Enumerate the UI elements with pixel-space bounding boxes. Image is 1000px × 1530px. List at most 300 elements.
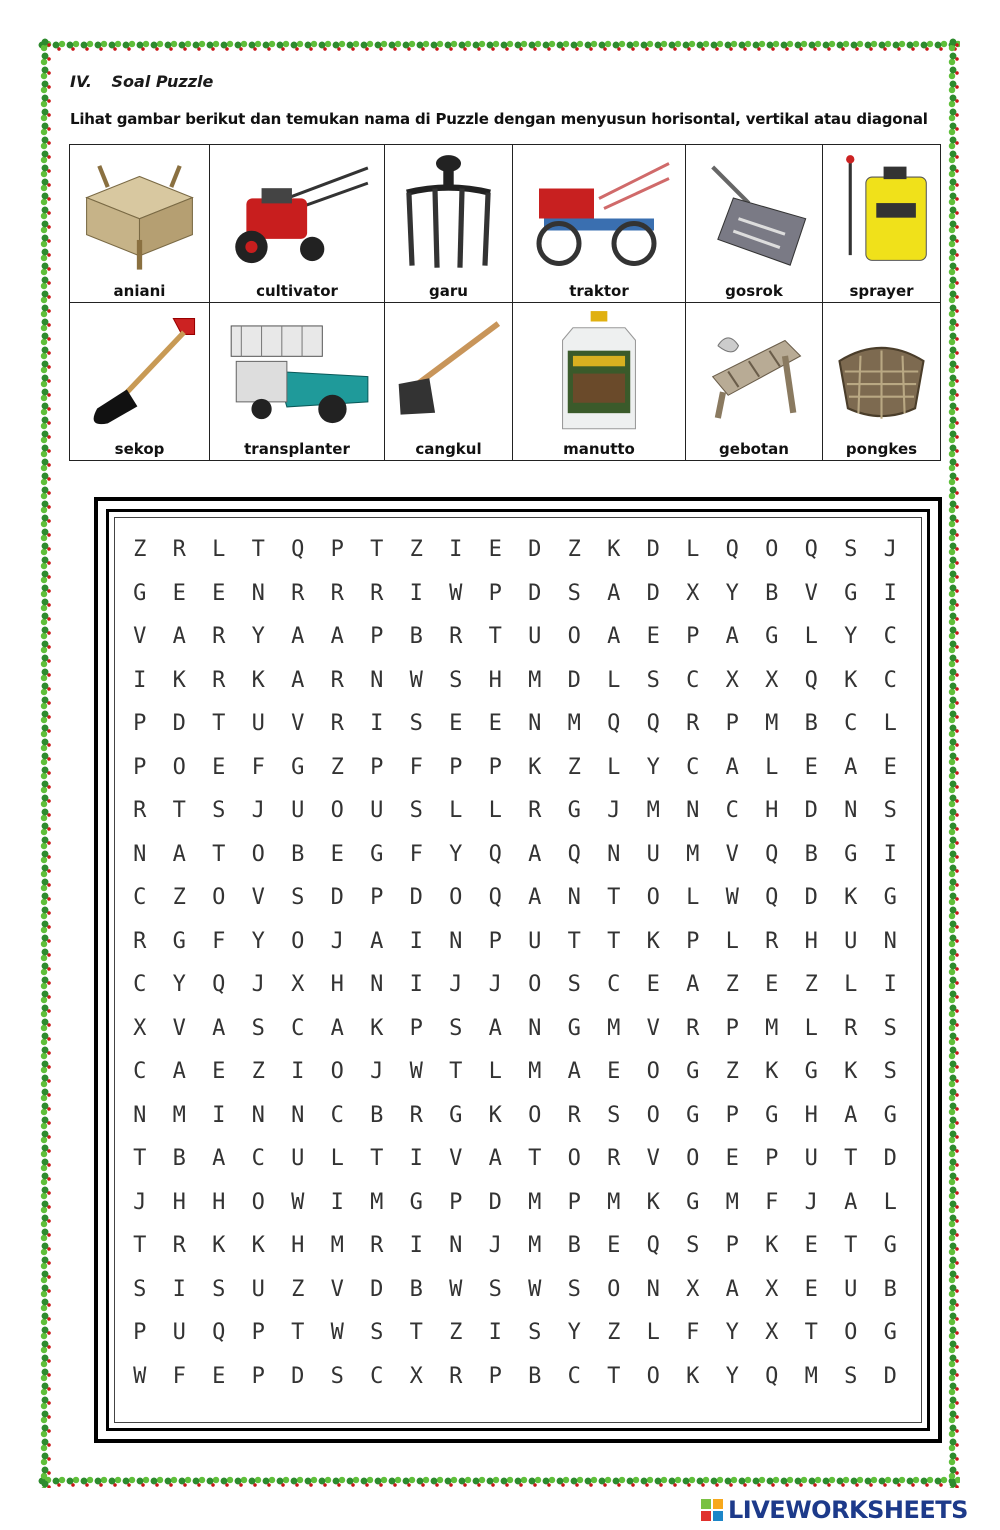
- puzzle-letter[interactable]: S: [212, 1276, 226, 1302]
- puzzle-letter[interactable]: D: [528, 537, 542, 562]
- puzzle-letter[interactable]: K: [844, 885, 858, 910]
- puzzle-letter[interactable]: R: [528, 798, 542, 823]
- puzzle-letter[interactable]: T: [449, 1059, 463, 1084]
- puzzle-letter[interactable]: D: [370, 1276, 384, 1302]
- puzzle-letter[interactable]: R: [409, 1102, 423, 1128]
- puzzle-letter[interactable]: Q: [765, 841, 779, 867]
- puzzle-letter[interactable]: C: [686, 667, 700, 693]
- puzzle-letter[interactable]: Y: [251, 928, 265, 954]
- puzzle-letter[interactable]: T: [844, 1146, 858, 1171]
- puzzle-letter[interactable]: P: [567, 1189, 581, 1215]
- puzzle-letter[interactable]: L: [883, 711, 897, 736]
- puzzle-letter[interactable]: B: [765, 580, 779, 606]
- puzzle-letter[interactable]: B: [804, 711, 818, 736]
- puzzle-letter[interactable]: B: [883, 1276, 897, 1302]
- puzzle-letter[interactable]: A: [212, 1146, 226, 1171]
- puzzle-letter[interactable]: Y: [725, 1363, 739, 1389]
- puzzle-letter[interactable]: E: [883, 754, 897, 780]
- puzzle-letter[interactable]: S: [291, 885, 305, 910]
- puzzle-letter[interactable]: A: [330, 1015, 344, 1041]
- puzzle-letter[interactable]: U: [251, 711, 265, 736]
- puzzle-letter[interactable]: Y: [251, 624, 265, 649]
- puzzle-letter[interactable]: T: [607, 1363, 621, 1389]
- puzzle-letter[interactable]: G: [409, 1189, 423, 1215]
- puzzle-letter[interactable]: O: [528, 972, 542, 997]
- puzzle-letter[interactable]: R: [567, 1102, 581, 1128]
- puzzle-letter[interactable]: I: [370, 711, 384, 736]
- puzzle-letter[interactable]: Z: [330, 754, 344, 780]
- puzzle-letter[interactable]: M: [765, 1015, 779, 1041]
- puzzle-letter[interactable]: J: [804, 1189, 818, 1215]
- puzzle-letter[interactable]: R: [449, 624, 463, 649]
- puzzle-letter[interactable]: V: [646, 1015, 660, 1041]
- puzzle-letter[interactable]: K: [607, 537, 621, 562]
- puzzle-letter[interactable]: M: [528, 1189, 542, 1215]
- puzzle-letter[interactable]: R: [330, 580, 344, 606]
- puzzle-letter[interactable]: N: [528, 1015, 542, 1041]
- puzzle-letter[interactable]: O: [607, 1276, 621, 1302]
- puzzle-letter[interactable]: E: [212, 1059, 226, 1084]
- puzzle-letter[interactable]: C: [251, 1146, 265, 1171]
- puzzle-letter[interactable]: P: [370, 754, 384, 780]
- puzzle-letter[interactable]: C: [883, 667, 897, 693]
- puzzle-letter[interactable]: A: [528, 885, 542, 910]
- puzzle-letter[interactable]: E: [212, 754, 226, 780]
- puzzle-letter[interactable]: G: [883, 1233, 897, 1258]
- puzzle-letter[interactable]: W: [291, 1189, 305, 1215]
- puzzle-letter[interactable]: A: [844, 1189, 858, 1215]
- puzzle-letter[interactable]: Y: [725, 580, 739, 606]
- puzzle-letter[interactable]: S: [567, 580, 581, 606]
- puzzle-letter[interactable]: L: [646, 1320, 660, 1345]
- puzzle-letter[interactable]: O: [291, 928, 305, 954]
- puzzle-letter[interactable]: O: [251, 841, 265, 867]
- puzzle-letter[interactable]: T: [409, 1320, 423, 1345]
- puzzle-letter[interactable]: F: [409, 754, 423, 780]
- puzzle-letter[interactable]: F: [172, 1363, 186, 1389]
- puzzle-letter[interactable]: Z: [567, 754, 581, 780]
- puzzle-letter[interactable]: P: [251, 1363, 265, 1389]
- puzzle-letter[interactable]: V: [725, 841, 739, 867]
- puzzle-letter[interactable]: Z: [172, 885, 186, 910]
- puzzle-letter[interactable]: W: [133, 1363, 147, 1389]
- puzzle-letter[interactable]: Z: [291, 1276, 305, 1302]
- puzzle-letter[interactable]: S: [212, 798, 226, 823]
- puzzle-letter[interactable]: S: [844, 537, 858, 562]
- puzzle-letter[interactable]: W: [409, 667, 423, 693]
- puzzle-letter[interactable]: R: [686, 1015, 700, 1041]
- puzzle-letter[interactable]: V: [251, 885, 265, 910]
- puzzle-letter[interactable]: P: [488, 754, 502, 780]
- puzzle-letter[interactable]: X: [686, 580, 700, 606]
- puzzle-letter[interactable]: G: [291, 754, 305, 780]
- puzzle-letter[interactable]: I: [330, 1189, 344, 1215]
- puzzle-letter[interactable]: T: [567, 928, 581, 954]
- puzzle-letter[interactable]: Z: [607, 1320, 621, 1345]
- puzzle-letter[interactable]: D: [488, 1189, 502, 1215]
- puzzle-letter[interactable]: M: [804, 1363, 818, 1389]
- puzzle-letter[interactable]: O: [330, 1059, 344, 1084]
- puzzle-letter[interactable]: O: [646, 1363, 660, 1389]
- puzzle-letter[interactable]: W: [449, 580, 463, 606]
- puzzle-letter[interactable]: C: [725, 798, 739, 823]
- puzzle-letter[interactable]: S: [883, 1059, 897, 1084]
- puzzle-letter[interactable]: G: [686, 1102, 700, 1128]
- puzzle-letter[interactable]: V: [172, 1015, 186, 1041]
- puzzle-letter[interactable]: E: [607, 1059, 621, 1084]
- puzzle-letter[interactable]: F: [686, 1320, 700, 1345]
- puzzle-letter[interactable]: T: [804, 1320, 818, 1345]
- puzzle-letter[interactable]: Z: [449, 1320, 463, 1345]
- puzzle-letter[interactable]: K: [765, 1233, 779, 1258]
- puzzle-letter[interactable]: O: [646, 885, 660, 910]
- puzzle-letter[interactable]: G: [449, 1102, 463, 1128]
- puzzle-letter[interactable]: O: [844, 1320, 858, 1345]
- puzzle-letter[interactable]: K: [686, 1363, 700, 1389]
- puzzle-letter[interactable]: H: [291, 1233, 305, 1258]
- puzzle-letter[interactable]: O: [172, 754, 186, 780]
- puzzle-letter[interactable]: A: [567, 1059, 581, 1084]
- puzzle-letter[interactable]: S: [567, 972, 581, 997]
- puzzle-letter[interactable]: T: [133, 1233, 147, 1258]
- puzzle-letter[interactable]: Q: [804, 667, 818, 693]
- puzzle-letter[interactable]: T: [251, 537, 265, 562]
- puzzle-letter[interactable]: P: [488, 928, 502, 954]
- puzzle-letter[interactable]: B: [370, 1102, 384, 1128]
- puzzle-letter[interactable]: K: [844, 1059, 858, 1084]
- puzzle-letter[interactable]: S: [883, 1015, 897, 1041]
- puzzle-letter[interactable]: Z: [409, 537, 423, 562]
- puzzle-letter[interactable]: E: [212, 1363, 226, 1389]
- puzzle-letter[interactable]: U: [844, 1276, 858, 1302]
- puzzle-letter[interactable]: O: [528, 1102, 542, 1128]
- puzzle-letter[interactable]: P: [765, 1146, 779, 1171]
- puzzle-letter[interactable]: A: [844, 754, 858, 780]
- puzzle-letter[interactable]: U: [370, 798, 384, 823]
- puzzle-letter[interactable]: D: [409, 885, 423, 910]
- puzzle-letter[interactable]: N: [646, 1276, 660, 1302]
- puzzle-letter[interactable]: C: [844, 711, 858, 736]
- puzzle-letter[interactable]: V: [804, 580, 818, 606]
- puzzle-letter[interactable]: X: [291, 972, 305, 997]
- puzzle-letter[interactable]: M: [528, 1233, 542, 1258]
- puzzle-letter[interactable]: W: [330, 1320, 344, 1345]
- puzzle-letter[interactable]: Y: [449, 841, 463, 867]
- puzzle-letter[interactable]: P: [370, 885, 384, 910]
- puzzle-letter[interactable]: R: [212, 667, 226, 693]
- puzzle-letter[interactable]: K: [844, 667, 858, 693]
- puzzle-letter[interactable]: G: [883, 1102, 897, 1128]
- puzzle-letter[interactable]: K: [646, 1189, 660, 1215]
- puzzle-letter[interactable]: S: [251, 1015, 265, 1041]
- puzzle-letter[interactable]: E: [607, 1233, 621, 1258]
- puzzle-letter[interactable]: T: [607, 928, 621, 954]
- puzzle-letter[interactable]: S: [449, 1015, 463, 1041]
- puzzle-letter[interactable]: C: [607, 972, 621, 997]
- puzzle-letter[interactable]: S: [409, 711, 423, 736]
- puzzle-letter[interactable]: N: [251, 1102, 265, 1128]
- puzzle-letter[interactable]: R: [212, 624, 226, 649]
- puzzle-letter[interactable]: R: [172, 1233, 186, 1258]
- puzzle-letter[interactable]: L: [804, 1015, 818, 1041]
- puzzle-letter[interactable]: G: [883, 885, 897, 910]
- puzzle-letter[interactable]: Q: [646, 1233, 660, 1258]
- puzzle-letter[interactable]: I: [409, 1233, 423, 1258]
- puzzle-letter[interactable]: P: [725, 711, 739, 736]
- puzzle-letter[interactable]: X: [765, 667, 779, 693]
- puzzle-letter[interactable]: C: [370, 1363, 384, 1389]
- puzzle-letter[interactable]: S: [330, 1363, 344, 1389]
- puzzle-letter[interactable]: I: [883, 580, 897, 606]
- puzzle-letter[interactable]: D: [883, 1363, 897, 1389]
- puzzle-letter[interactable]: R: [370, 580, 384, 606]
- puzzle-letter[interactable]: G: [765, 1102, 779, 1128]
- puzzle-letter[interactable]: M: [646, 798, 660, 823]
- puzzle-letter[interactable]: X: [409, 1363, 423, 1389]
- puzzle-letter[interactable]: K: [528, 754, 542, 780]
- puzzle-letter[interactable]: M: [528, 667, 542, 693]
- puzzle-letter[interactable]: T: [370, 537, 384, 562]
- puzzle-letter[interactable]: F: [409, 841, 423, 867]
- puzzle-letter[interactable]: M: [528, 1059, 542, 1084]
- puzzle-letter[interactable]: L: [765, 754, 779, 780]
- puzzle-letter[interactable]: G: [765, 624, 779, 649]
- puzzle-letter[interactable]: I: [409, 972, 423, 997]
- puzzle-letter[interactable]: M: [765, 711, 779, 736]
- puzzle-letter[interactable]: P: [133, 1320, 147, 1345]
- puzzle-letter[interactable]: O: [567, 624, 581, 649]
- puzzle-letter[interactable]: N: [370, 667, 384, 693]
- puzzle-letter[interactable]: O: [686, 1146, 700, 1171]
- puzzle-letter[interactable]: T: [844, 1233, 858, 1258]
- puzzle-letter[interactable]: G: [844, 841, 858, 867]
- puzzle-letter[interactable]: A: [488, 1015, 502, 1041]
- puzzle-letter[interactable]: K: [172, 667, 186, 693]
- puzzle-letter[interactable]: G: [172, 928, 186, 954]
- puzzle-letter[interactable]: I: [409, 928, 423, 954]
- puzzle-letter[interactable]: A: [172, 1059, 186, 1084]
- puzzle-letter[interactable]: I: [212, 1102, 226, 1128]
- puzzle-letter[interactable]: N: [370, 972, 384, 997]
- puzzle-letter[interactable]: S: [409, 798, 423, 823]
- puzzle-letter[interactable]: O: [567, 1146, 581, 1171]
- puzzle-letter[interactable]: S: [646, 667, 660, 693]
- puzzle-letter[interactable]: F: [251, 754, 265, 780]
- puzzle-letter[interactable]: E: [765, 972, 779, 997]
- puzzle-letter[interactable]: A: [607, 624, 621, 649]
- puzzle-letter[interactable]: D: [330, 885, 344, 910]
- puzzle-letter[interactable]: T: [370, 1146, 384, 1171]
- puzzle-letter[interactable]: Q: [765, 1363, 779, 1389]
- puzzle-letter[interactable]: A: [607, 580, 621, 606]
- puzzle-letter[interactable]: H: [804, 1102, 818, 1128]
- puzzle-letter[interactable]: H: [330, 972, 344, 997]
- puzzle-letter[interactable]: K: [370, 1015, 384, 1041]
- puzzle-letter[interactable]: R: [370, 1233, 384, 1258]
- puzzle-letter[interactable]: H: [804, 928, 818, 954]
- puzzle-letter[interactable]: J: [607, 798, 621, 823]
- puzzle-letter[interactable]: R: [133, 798, 147, 823]
- puzzle-letter[interactable]: J: [883, 537, 897, 562]
- puzzle-letter[interactable]: N: [528, 711, 542, 736]
- puzzle-letter[interactable]: C: [133, 1059, 147, 1084]
- puzzle-letter[interactable]: R: [844, 1015, 858, 1041]
- puzzle-letter[interactable]: D: [804, 798, 818, 823]
- puzzle-letter[interactable]: G: [133, 580, 147, 606]
- puzzle-letter[interactable]: N: [251, 580, 265, 606]
- puzzle-letter[interactable]: O: [212, 885, 226, 910]
- puzzle-letter[interactable]: D: [804, 885, 818, 910]
- puzzle-letter[interactable]: B: [804, 841, 818, 867]
- puzzle-letter[interactable]: Q: [291, 537, 305, 562]
- puzzle-letter[interactable]: U: [844, 928, 858, 954]
- puzzle-letter[interactable]: R: [172, 537, 186, 562]
- puzzle-letter[interactable]: D: [646, 580, 660, 606]
- puzzle-letter[interactable]: M: [330, 1233, 344, 1258]
- puzzle-letter[interactable]: A: [725, 754, 739, 780]
- puzzle-letter[interactable]: V: [646, 1146, 660, 1171]
- puzzle-letter[interactable]: X: [133, 1015, 147, 1041]
- puzzle-letter[interactable]: I: [291, 1059, 305, 1084]
- puzzle-letter[interactable]: I: [133, 667, 147, 693]
- puzzle-letter[interactable]: E: [725, 1146, 739, 1171]
- puzzle-letter[interactable]: U: [251, 1276, 265, 1302]
- puzzle-letter[interactable]: L: [883, 1189, 897, 1215]
- puzzle-letter[interactable]: E: [488, 711, 502, 736]
- puzzle-letter[interactable]: R: [765, 928, 779, 954]
- puzzle-letter[interactable]: G: [370, 841, 384, 867]
- puzzle-letter[interactable]: K: [765, 1059, 779, 1084]
- puzzle-letter[interactable]: A: [172, 841, 186, 867]
- puzzle-letter[interactable]: J: [449, 972, 463, 997]
- puzzle-letter[interactable]: S: [449, 667, 463, 693]
- puzzle-letter[interactable]: C: [567, 1363, 581, 1389]
- puzzle-letter[interactable]: M: [686, 841, 700, 867]
- puzzle-letter[interactable]: V: [133, 624, 147, 649]
- puzzle-letter[interactable]: U: [172, 1320, 186, 1345]
- puzzle-letter[interactable]: Z: [804, 972, 818, 997]
- puzzle-letter[interactable]: P: [133, 754, 147, 780]
- puzzle-letter[interactable]: L: [804, 624, 818, 649]
- puzzle-letter[interactable]: P: [686, 928, 700, 954]
- puzzle-letter[interactable]: S: [844, 1363, 858, 1389]
- puzzle-letter[interactable]: K: [488, 1102, 502, 1128]
- puzzle-letter[interactable]: D: [291, 1363, 305, 1389]
- puzzle-letter[interactable]: R: [291, 580, 305, 606]
- puzzle-letter[interactable]: Q: [607, 711, 621, 736]
- puzzle-letter[interactable]: J: [488, 972, 502, 997]
- puzzle-letter[interactable]: P: [449, 754, 463, 780]
- puzzle-letter[interactable]: J: [488, 1233, 502, 1258]
- puzzle-letter[interactable]: L: [212, 537, 226, 562]
- puzzle-letter[interactable]: E: [449, 711, 463, 736]
- puzzle-letter[interactable]: J: [370, 1059, 384, 1084]
- puzzle-letter[interactable]: F: [212, 928, 226, 954]
- puzzle-letter[interactable]: D: [528, 580, 542, 606]
- puzzle-letter[interactable]: I: [488, 1320, 502, 1345]
- puzzle-letter[interactable]: Q: [567, 841, 581, 867]
- puzzle-letter[interactable]: M: [607, 1015, 621, 1041]
- puzzle-letter[interactable]: U: [646, 841, 660, 867]
- puzzle-letter[interactable]: R: [686, 711, 700, 736]
- puzzle-letter[interactable]: P: [725, 1233, 739, 1258]
- puzzle-letter[interactable]: V: [291, 711, 305, 736]
- puzzle-letter[interactable]: H: [212, 1189, 226, 1215]
- puzzle-letter[interactable]: J: [330, 928, 344, 954]
- puzzle-letter[interactable]: C: [883, 624, 897, 649]
- puzzle-letter[interactable]: R: [449, 1363, 463, 1389]
- puzzle-letter[interactable]: R: [330, 711, 344, 736]
- puzzle-letter[interactable]: U: [291, 1146, 305, 1171]
- puzzle-letter[interactable]: N: [133, 1102, 147, 1128]
- puzzle-letter[interactable]: L: [488, 798, 502, 823]
- puzzle-letter[interactable]: P: [725, 1102, 739, 1128]
- puzzle-letter[interactable]: Q: [765, 885, 779, 910]
- puzzle-letter[interactable]: P: [488, 580, 502, 606]
- puzzle-letter[interactable]: W: [409, 1059, 423, 1084]
- puzzle-letter[interactable]: B: [409, 1276, 423, 1302]
- puzzle-letter[interactable]: V: [330, 1276, 344, 1302]
- puzzle-letter[interactable]: X: [765, 1276, 779, 1302]
- puzzle-letter[interactable]: T: [291, 1320, 305, 1345]
- puzzle-letter[interactable]: A: [725, 624, 739, 649]
- puzzle-letter[interactable]: L: [449, 798, 463, 823]
- puzzle-letter[interactable]: E: [172, 580, 186, 606]
- puzzle-letter[interactable]: L: [725, 928, 739, 954]
- puzzle-letter[interactable]: M: [725, 1189, 739, 1215]
- puzzle-letter[interactable]: R: [607, 1146, 621, 1171]
- puzzle-letter[interactable]: A: [291, 624, 305, 649]
- puzzle-letter[interactable]: C: [291, 1015, 305, 1041]
- puzzle-letter[interactable]: B: [409, 624, 423, 649]
- puzzle-letter[interactable]: Q: [804, 537, 818, 562]
- puzzle-letter[interactable]: P: [449, 1189, 463, 1215]
- puzzle-letter[interactable]: Z: [133, 537, 147, 562]
- puzzle-letter[interactable]: G: [686, 1059, 700, 1084]
- puzzle-letter[interactable]: L: [607, 667, 621, 693]
- puzzle-letter[interactable]: K: [251, 1233, 265, 1258]
- puzzle-letter[interactable]: N: [449, 928, 463, 954]
- puzzle-letter[interactable]: S: [133, 1276, 147, 1302]
- puzzle-letter[interactable]: I: [449, 537, 463, 562]
- puzzle-letter[interactable]: G: [567, 1015, 581, 1041]
- puzzle-letter[interactable]: O: [251, 1189, 265, 1215]
- puzzle-letter[interactable]: A: [686, 972, 700, 997]
- puzzle-letter[interactable]: N: [567, 885, 581, 910]
- puzzle-letter[interactable]: R: [133, 928, 147, 954]
- puzzle-letter[interactable]: T: [212, 841, 226, 867]
- puzzle-letter[interactable]: O: [449, 885, 463, 910]
- puzzle-letter[interactable]: A: [330, 624, 344, 649]
- puzzle-letter[interactable]: U: [528, 624, 542, 649]
- puzzle-letter[interactable]: Q: [646, 711, 660, 736]
- puzzle-letter[interactable]: L: [330, 1146, 344, 1171]
- puzzle-letter[interactable]: Z: [567, 537, 581, 562]
- puzzle-letter[interactable]: I: [409, 580, 423, 606]
- puzzle-letter[interactable]: S: [370, 1320, 384, 1345]
- puzzle-letter[interactable]: Y: [646, 754, 660, 780]
- puzzle-letter[interactable]: E: [804, 1233, 818, 1258]
- puzzle-letter[interactable]: Q: [488, 841, 502, 867]
- puzzle-letter[interactable]: J: [133, 1189, 147, 1215]
- puzzle-letter[interactable]: Z: [725, 972, 739, 997]
- puzzle-letter[interactable]: E: [212, 580, 226, 606]
- puzzle-letter[interactable]: Y: [725, 1320, 739, 1345]
- puzzle-letter[interactable]: P: [370, 624, 384, 649]
- puzzle-letter[interactable]: L: [488, 1059, 502, 1084]
- puzzle-letter[interactable]: G: [844, 580, 858, 606]
- puzzle-letter[interactable]: Y: [844, 624, 858, 649]
